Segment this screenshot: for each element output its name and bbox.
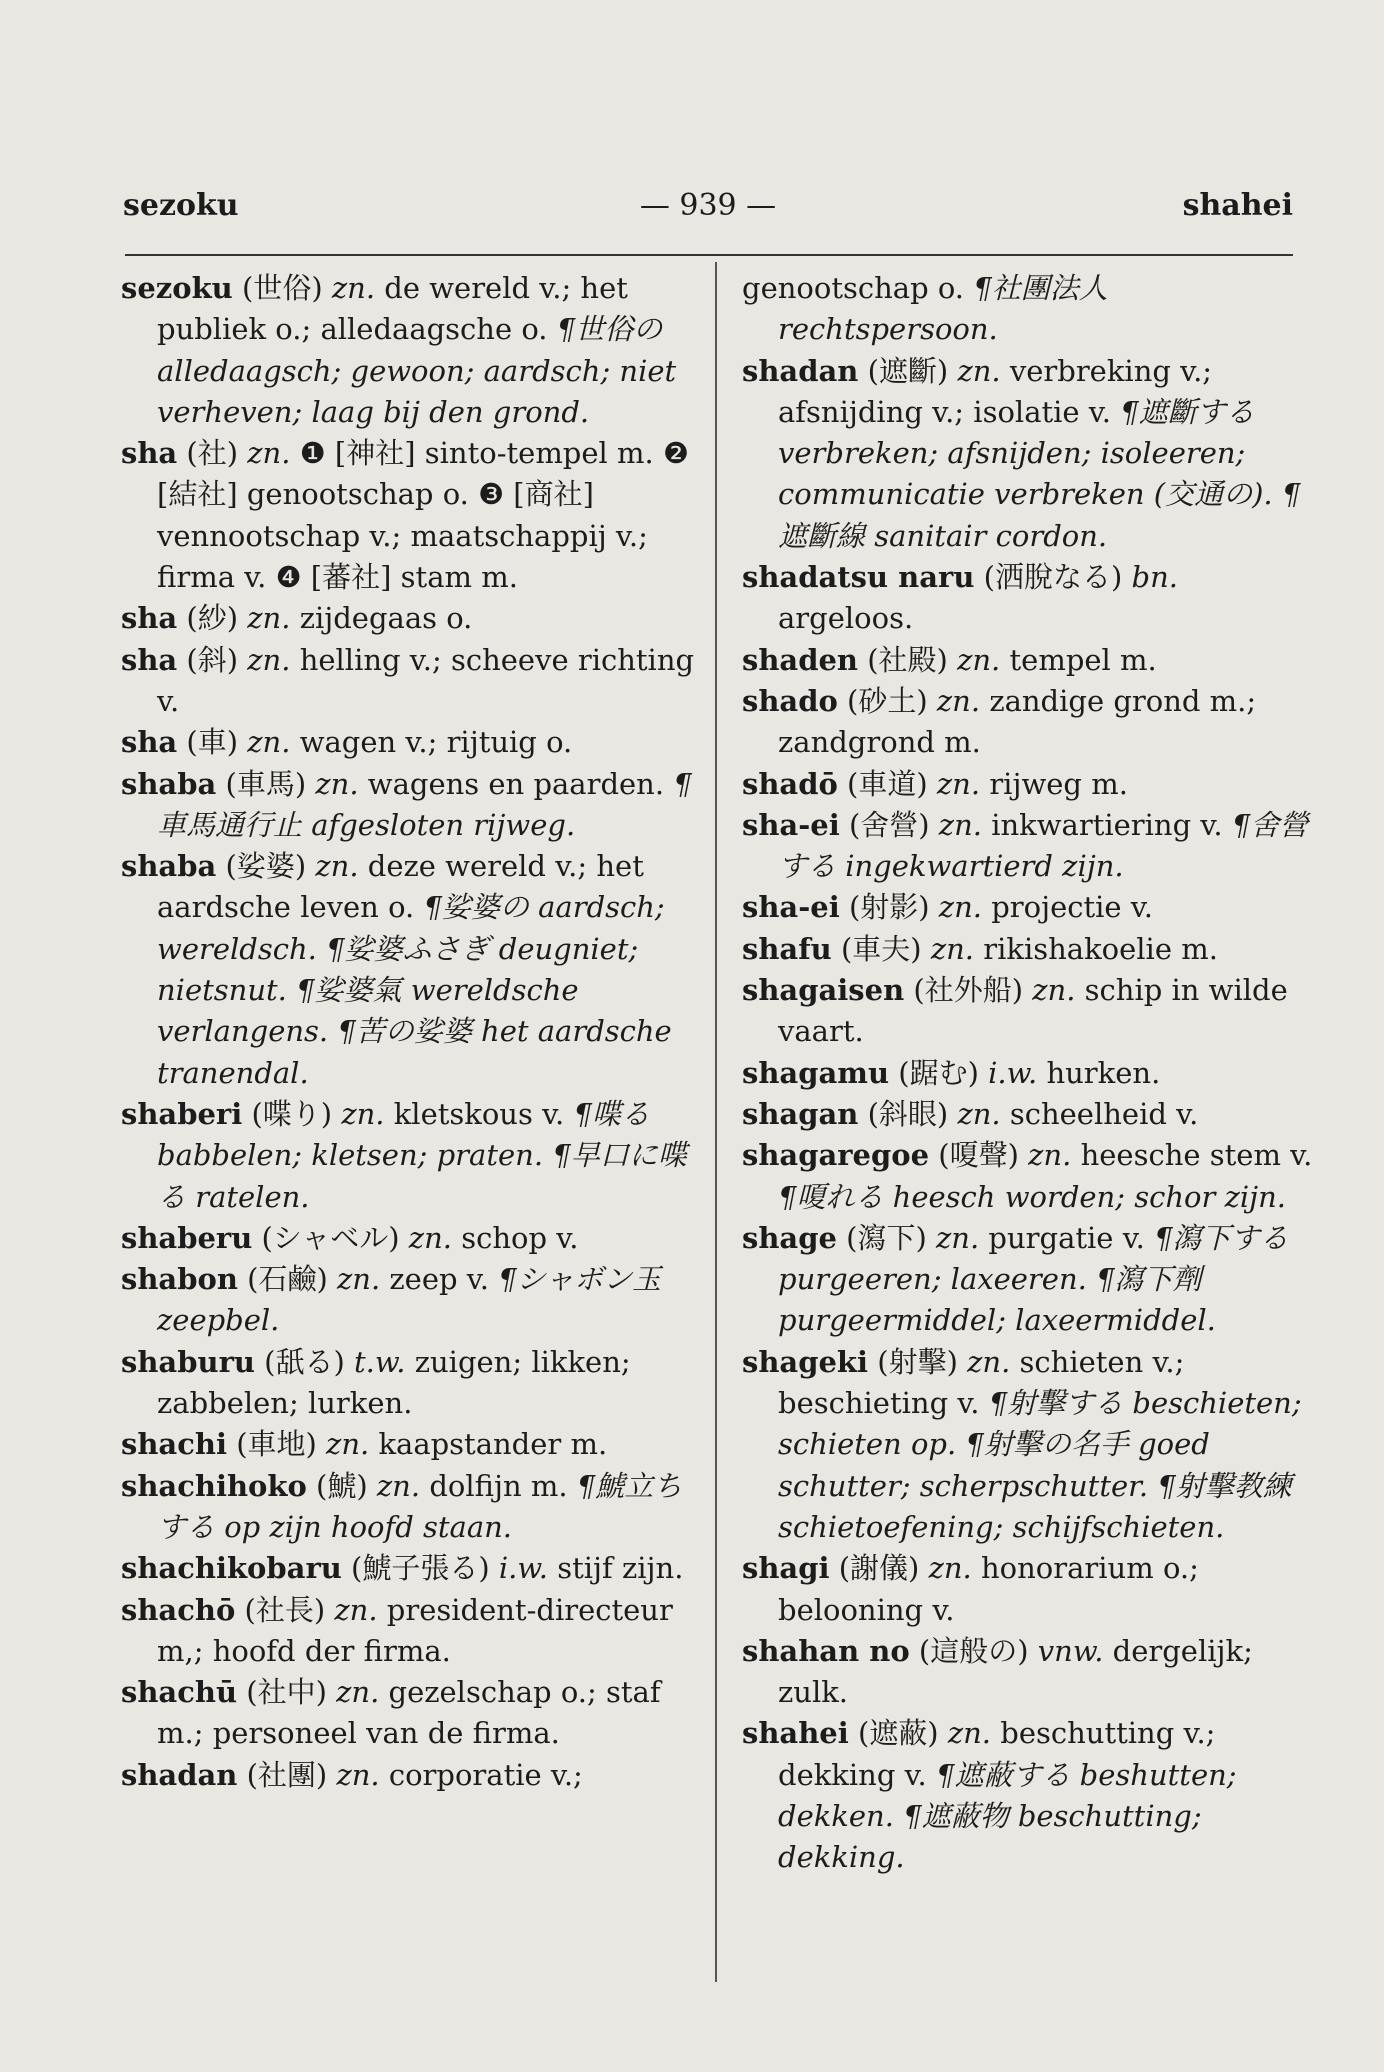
dictionary-entry: [742, 1135, 1322, 1218]
part-of-speech: zn.: [928, 1551, 972, 1586]
kanji-form: (謝儀): [838, 1551, 920, 1586]
examples: ¶舍營する ingekwartierd zijn.: [778, 807, 1309, 884]
kanji-form: (車): [186, 725, 239, 760]
examples: ¶世俗の alledaagsch; gewoon; aardsch; niet verheven; laag bij den grond.: [157, 312, 677, 429]
kanji-form: (射擊): [877, 1344, 958, 1379]
part-of-speech: zn.: [938, 890, 982, 925]
part-of-speech: zn.: [315, 766, 359, 801]
headword: shadō: [742, 766, 838, 801]
part-of-speech: zn.: [336, 1757, 380, 1792]
part-of-speech: i.w.: [498, 1551, 548, 1586]
part-of-speech: t.w.: [354, 1344, 406, 1379]
part-of-speech: zn.: [936, 1220, 980, 1255]
left-guide-word: sezoku: [123, 188, 239, 223]
kanji-form: (嗄聲): [938, 1138, 1019, 1173]
dictionary-entry: [742, 681, 1322, 764]
kanji-form: (斜眼): [867, 1096, 949, 1131]
definition: zandige grond m.; zandgrond m.: [778, 683, 1257, 760]
definition: inkwartiering v.: [991, 807, 1223, 842]
headword: shahei: [742, 1716, 849, 1751]
headword: shachikobaru: [121, 1551, 342, 1586]
page-number: — 939 —: [639, 188, 777, 223]
definition: ❶ [神社] sinto-tempel m. ❷ [結社] genootschap o. ❸ [商社] vennootschap v.; maatschappij v.; firma v. ❹ [蕃社] stam m.: [157, 436, 689, 595]
kanji-form: (車道): [847, 766, 928, 801]
examples: ¶遮蔽する beshutten; dekken. ¶遮蔽物 beschutting; dekking.: [778, 1757, 1237, 1875]
dictionary-entry: [121, 640, 701, 723]
part-of-speech: zn.: [936, 766, 981, 801]
part-of-speech: zn.: [334, 1592, 378, 1627]
dictionary-entry: [121, 1342, 701, 1425]
headword: shachi: [121, 1427, 227, 1462]
definition: rikishakoelie m.: [983, 931, 1218, 966]
definition: scheelheid v.: [1009, 1096, 1199, 1131]
dictionary-entry: [742, 1342, 1322, 1548]
definition: hurken.: [1046, 1055, 1161, 1090]
kanji-form: (砂土): [847, 683, 928, 718]
definition: schip in wilde vaart.: [778, 973, 1288, 1049]
dictionary-entry: [121, 1259, 701, 1342]
kanji-form: (鯱): [316, 1468, 368, 1503]
examples: ¶車馬通行止 afgesloten rijweg.: [157, 766, 692, 842]
part-of-speech: zn.: [930, 931, 975, 966]
definition: schieten v.; beschieting v.: [778, 1344, 1185, 1421]
definition: rijweg m.: [989, 766, 1128, 801]
part-of-speech: zn.: [1028, 1138, 1072, 1173]
kanji-form: (喋り): [251, 1096, 333, 1131]
kanji-form: (瀉下): [846, 1220, 927, 1255]
definition: purgatie v.: [988, 1220, 1145, 1255]
part-of-speech: i.w.: [988, 1055, 1038, 1090]
kanji-form: (社外船): [913, 973, 1024, 1008]
examples: ¶鯱立ちする op zijn hoofd staan.: [157, 1468, 683, 1544]
headword: shagaisen: [742, 973, 905, 1008]
kanji-form: (車馬): [225, 766, 307, 801]
part-of-speech: zn.: [341, 1096, 385, 1131]
headword: shaberi: [121, 1096, 243, 1131]
definition: honorarium o.; belooning v.: [778, 1551, 1199, 1627]
dictionary-entry: [742, 1053, 1322, 1094]
definition: corporatie v.;: [388, 1757, 583, 1792]
dictionary-entry: [121, 1672, 701, 1755]
definition: projectie v.: [991, 890, 1153, 925]
part-of-speech: zn.: [247, 601, 291, 636]
part-of-speech: zn.: [957, 1096, 1001, 1131]
kanji-form: (社長): [244, 1592, 326, 1627]
dictionary-entry: [742, 970, 1322, 1053]
part-of-speech: zn.: [1032, 973, 1076, 1008]
part-of-speech: zn.: [247, 725, 291, 760]
headword: sha: [121, 725, 178, 760]
headword: shagi: [742, 1551, 830, 1586]
definition: wagen v.; rijtuig o.: [299, 725, 573, 760]
part-of-speech: zn.: [408, 1220, 452, 1255]
kanji-form: (世俗): [242, 271, 323, 305]
kanji-form: (社殿): [867, 642, 948, 677]
part-of-speech: zn.: [336, 1675, 380, 1710]
dictionary-entry: [742, 805, 1322, 888]
part-of-speech: vnw.: [1037, 1633, 1104, 1668]
part-of-speech: bn.: [1131, 560, 1178, 595]
part-of-speech: zn.: [336, 1262, 381, 1297]
dictionary-entry: [742, 1094, 1322, 1135]
examples: ¶遮斷する verbreken; afsnijden; isoleeren; communicatie verbreken (交通の). ¶遮斷線 sanitair cordon.: [778, 394, 1301, 553]
part-of-speech: zn.: [967, 1344, 1011, 1379]
headword: shaba: [121, 849, 217, 884]
headword: sha: [121, 601, 178, 636]
part-of-speech: zn.: [938, 807, 982, 842]
headword: shachū: [121, 1675, 238, 1710]
dictionary-entry: [121, 722, 701, 763]
kanji-form: (遮蔽): [857, 1716, 939, 1751]
dictionary-entry: [742, 887, 1322, 928]
examples: ¶社團法人 rechtspersoon.: [778, 271, 1108, 347]
kanji-form: (斜): [186, 642, 239, 677]
definition: schop v.: [461, 1220, 579, 1255]
kanji-form: (社中): [246, 1675, 327, 1710]
kanji-form: (紗): [186, 601, 239, 636]
dictionary-entry: [121, 846, 701, 1094]
dictionary-entry: [121, 1466, 701, 1549]
kanji-form: (シャベル): [261, 1220, 400, 1255]
kanji-form: (踞む): [898, 1055, 979, 1090]
kanji-form: (社): [186, 436, 239, 471]
definition: tempel m.: [1009, 642, 1157, 677]
dictionary-entry: [121, 268, 701, 433]
dictionary-entry: [121, 1590, 701, 1673]
headword: sha: [121, 436, 178, 471]
headword: shachihoko: [121, 1468, 307, 1503]
part-of-speech: zn.: [936, 683, 981, 718]
examples: ¶瀉下する purgeeren; laxeeren. ¶瀉下劑 purgeermiddel; laxeermiddel.: [778, 1220, 1289, 1338]
headword: shaberu: [121, 1220, 253, 1255]
part-of-speech: zn.: [326, 1427, 370, 1462]
part-of-speech: zn.: [957, 353, 1001, 388]
definition: zeep v.: [389, 1262, 489, 1297]
left-column: [121, 268, 701, 1796]
dictionary-entry: [742, 557, 1322, 640]
kanji-form: (娑婆): [225, 849, 307, 884]
headword: shadatsu naru: [742, 560, 975, 595]
headword: shadan: [121, 1757, 238, 1792]
headword: sha-ei: [742, 807, 840, 842]
headword: shaburu: [121, 1344, 255, 1379]
kanji-form: (舍營): [848, 807, 930, 842]
dictionary-entry: [742, 640, 1322, 681]
dictionary-entry: [742, 1631, 1322, 1714]
definition: dergelijk; zulk.: [778, 1633, 1253, 1710]
definition: gezelschap o.; staf m.; personeel van de firma.: [157, 1675, 661, 1751]
definition: kletskous v.: [393, 1096, 565, 1131]
definition: zuigen; likken; zabbelen; lurken.: [157, 1344, 631, 1421]
headword: shageki: [742, 1344, 869, 1379]
dictionary-entry: [742, 1713, 1322, 1878]
headword: shachō: [121, 1592, 236, 1627]
definition: genootschap o.: [742, 271, 965, 305]
dictionary-entry: [121, 1094, 701, 1218]
headword: shage: [742, 1220, 837, 1255]
dictionary-entry: [121, 1424, 701, 1465]
dictionary-entry: [121, 764, 701, 847]
headword: shadan: [742, 353, 859, 388]
dictionary-entry: [742, 351, 1322, 557]
examples: ¶娑婆の aardsch; wereldsch. ¶娑婆ふさぎ deugniet; nietsnut. ¶娑婆氣 wereldsche verlangens. ¶苦の娑婆 het aardsche tranendal.: [157, 890, 672, 1090]
examples: ¶嗄れる heesch worden; schor zijn.: [778, 1179, 1287, 1214]
headword: shagan: [742, 1096, 859, 1131]
headword: shaba: [121, 766, 217, 801]
kanji-form: (車地): [236, 1427, 317, 1462]
dictionary-entry: [742, 268, 1322, 351]
part-of-speech: zn.: [957, 642, 1001, 677]
definition: deze wereld v.; het aardsche leven o.: [157, 849, 644, 925]
definition: president-directeur m,; hoofd der firma.: [157, 1592, 673, 1668]
kanji-form: (遮斷): [867, 353, 949, 388]
right-guide-word: shahei: [1182, 188, 1293, 223]
definition: kaapstander m.: [378, 1427, 608, 1462]
headword: shafu: [742, 931, 832, 966]
examples: ¶射擊する beschieten; schieten op. ¶射擊の名手 goed schutter; scherpschutter. ¶射擊教練 schietoefening; schijfschieten.: [778, 1386, 1302, 1544]
headword: shaden: [742, 642, 859, 677]
part-of-speech: zn.: [247, 436, 291, 471]
headword: shado: [742, 683, 838, 718]
definition: heesche stem v.: [1080, 1138, 1313, 1173]
kanji-form: (車夫): [840, 931, 922, 966]
dictionary-entry: [742, 764, 1322, 805]
kanji-form: (社團): [246, 1757, 328, 1792]
part-of-speech: zn.: [947, 1716, 992, 1751]
definition: stijf zijn.: [557, 1551, 684, 1586]
right-column: [742, 268, 1322, 1879]
headword: shagaregoe: [742, 1138, 930, 1173]
definition: dolfijn m.: [429, 1468, 568, 1503]
definition: beschutting v.; dekking v.: [778, 1716, 1216, 1792]
dictionary-entry: [121, 1218, 701, 1259]
definition: de wereld v.; het publiek o.; alledaagsche o.: [157, 271, 628, 347]
dictionary-entry: [742, 929, 1322, 970]
part-of-speech: zn.: [331, 271, 376, 305]
definition: verbreking v.; afsnijding v.; isolatie v.: [778, 353, 1213, 429]
header-rule: [125, 254, 1293, 256]
part-of-speech: zn.: [247, 642, 291, 677]
headword: shagamu: [742, 1055, 890, 1090]
kanji-form: (洒脫なる): [983, 560, 1123, 595]
examples: ¶シャボン玉 zeepbel.: [157, 1262, 662, 1338]
definition: argeloos.: [778, 601, 914, 636]
column-divider: [715, 262, 717, 1982]
headword: sezoku: [121, 271, 233, 305]
kanji-form: (鯱子張る): [351, 1551, 490, 1586]
dictionary-entry: [121, 1548, 701, 1589]
part-of-speech: zn.: [315, 849, 359, 884]
examples: ¶喋る babbelen; kletsen; praten. ¶早口に喋る ratelen.: [157, 1096, 687, 1214]
kanji-form: (石鹼): [247, 1262, 328, 1297]
part-of-speech: zn.: [376, 1468, 421, 1503]
definition: wagens en paarden.: [367, 766, 665, 801]
kanji-form: (這般の): [918, 1633, 1029, 1668]
kanji-form: (射影): [848, 890, 930, 925]
kanji-form: (舐る): [264, 1344, 345, 1379]
headword: shahan no: [742, 1633, 910, 1668]
headword: sha-ei: [742, 890, 840, 925]
definition: helling v.; scheeve richting v.: [157, 642, 695, 718]
dictionary-entry: [742, 1548, 1322, 1631]
dictionary-entry: [121, 1755, 701, 1796]
dictionary-entry: [742, 1218, 1322, 1342]
running-header: [123, 188, 1293, 232]
dictionary-entry: [121, 598, 701, 639]
dictionary-entry: [121, 433, 701, 598]
definition: zijdegaas o.: [299, 601, 473, 636]
headword: shabon: [121, 1262, 238, 1297]
headword: sha: [121, 642, 178, 677]
